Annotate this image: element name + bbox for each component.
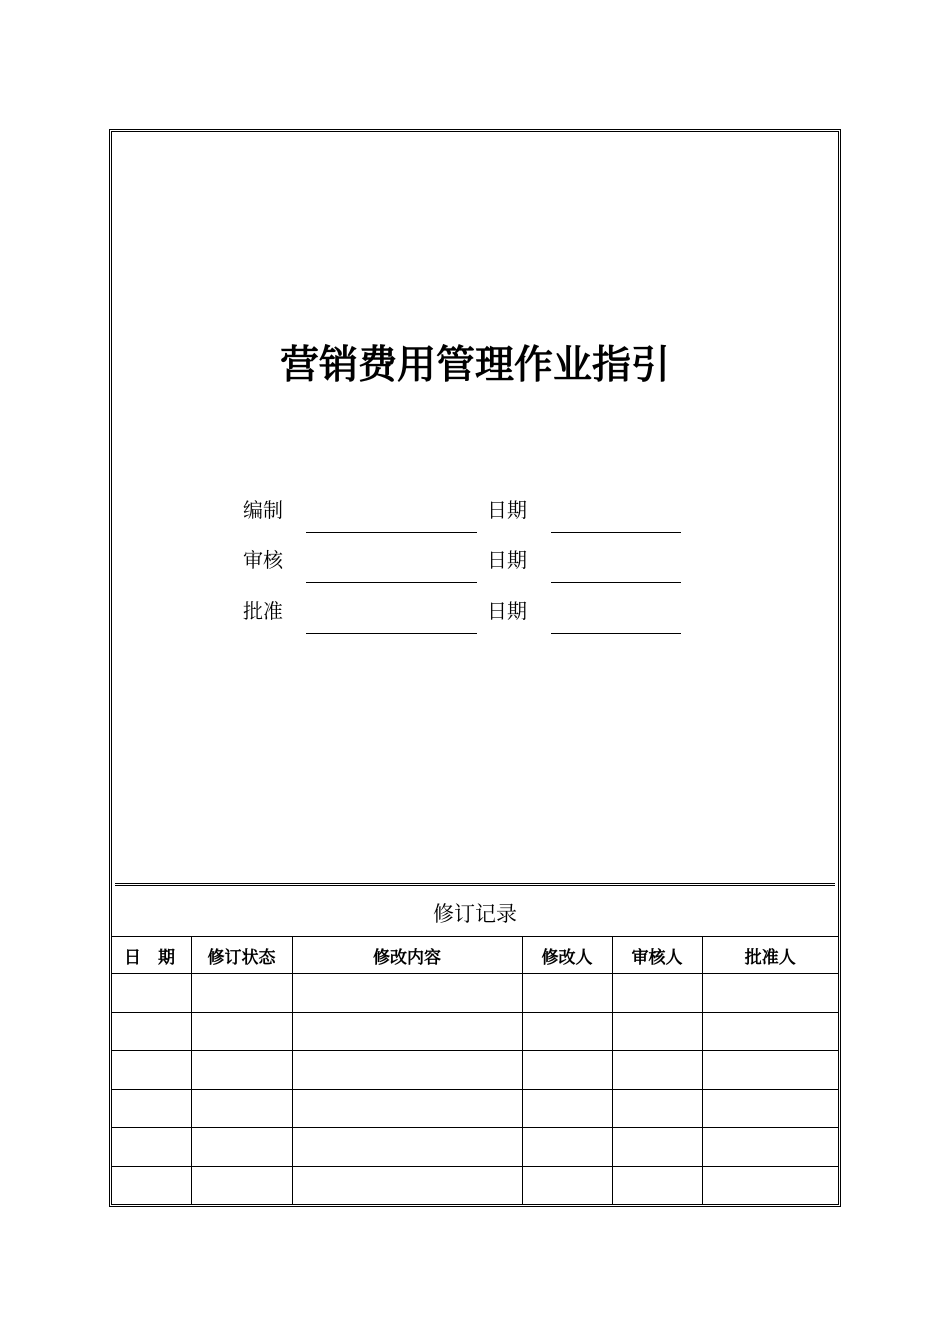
table-row bbox=[112, 974, 838, 1013]
cell-modifier[interactable] bbox=[522, 1128, 612, 1167]
cell-reviewer[interactable] bbox=[612, 1166, 702, 1205]
compile-signature-line[interactable] bbox=[306, 532, 477, 533]
cell-approver[interactable] bbox=[702, 1166, 838, 1205]
signature-row-review bbox=[112, 544, 838, 594]
cell-date[interactable] bbox=[112, 1012, 191, 1051]
header-date: 日 期 bbox=[112, 937, 191, 974]
cell-date[interactable] bbox=[112, 974, 191, 1013]
cell-reviewer[interactable] bbox=[612, 974, 702, 1013]
cell-reviewer[interactable] bbox=[612, 1128, 702, 1167]
cell-modifier[interactable] bbox=[522, 1051, 612, 1090]
cell-approver[interactable] bbox=[702, 1128, 838, 1167]
cell-date[interactable] bbox=[112, 1051, 191, 1090]
cell-revision-status[interactable] bbox=[191, 1012, 292, 1051]
cell-reviewer[interactable] bbox=[612, 1089, 702, 1128]
cell-change-content[interactable] bbox=[292, 1166, 522, 1205]
signature-row-compile bbox=[112, 494, 838, 544]
revision-record-title: 修订记录 bbox=[433, 902, 517, 926]
table-row bbox=[112, 1089, 838, 1128]
cell-date[interactable] bbox=[112, 1128, 191, 1167]
cell-revision-status[interactable] bbox=[191, 974, 292, 1013]
document-title: 营销费用管理作业指引 bbox=[279, 342, 670, 388]
section-divider bbox=[115, 883, 835, 886]
cell-revision-status[interactable] bbox=[191, 1166, 292, 1205]
cell-approver[interactable] bbox=[702, 1012, 838, 1051]
table-row bbox=[112, 1012, 838, 1051]
review-label: 审核 bbox=[243, 548, 283, 572]
table-row bbox=[112, 1051, 838, 1090]
cell-reviewer[interactable] bbox=[612, 1051, 702, 1090]
table-row bbox=[112, 1128, 838, 1167]
cell-revision-status[interactable] bbox=[191, 1051, 292, 1090]
cell-change-content[interactable] bbox=[292, 1051, 522, 1090]
cell-modifier[interactable] bbox=[522, 974, 612, 1013]
approve-date-line[interactable] bbox=[551, 633, 681, 634]
compile-label: 编制 bbox=[243, 498, 283, 522]
approve-signature-line[interactable] bbox=[306, 633, 477, 634]
cell-revision-status[interactable] bbox=[191, 1128, 292, 1167]
revision-table-header bbox=[112, 937, 838, 974]
header-change-content: 修改内容 bbox=[292, 937, 522, 974]
approve-date-label: 日期 bbox=[487, 599, 527, 623]
cell-modifier[interactable] bbox=[522, 1012, 612, 1051]
header-modifier: 修改人 bbox=[522, 937, 612, 974]
compile-date-label: 日期 bbox=[487, 498, 527, 522]
cell-date[interactable] bbox=[112, 1166, 191, 1205]
cell-approver[interactable] bbox=[702, 1089, 838, 1128]
table-row bbox=[112, 1166, 838, 1205]
header-approver: 批准人 bbox=[702, 937, 838, 974]
cell-change-content[interactable] bbox=[292, 1128, 522, 1167]
cell-reviewer[interactable] bbox=[612, 1012, 702, 1051]
header-revision-status: 修订状态 bbox=[191, 937, 292, 974]
approve-label: 批准 bbox=[243, 599, 283, 623]
review-signature-line[interactable] bbox=[306, 582, 477, 583]
cell-approver[interactable] bbox=[702, 1051, 838, 1090]
compile-date-line[interactable] bbox=[551, 532, 681, 533]
signature-row-approve bbox=[112, 595, 838, 645]
cell-approver[interactable] bbox=[702, 974, 838, 1013]
cell-change-content[interactable] bbox=[292, 974, 522, 1013]
review-date-line[interactable] bbox=[551, 582, 681, 583]
cell-change-content[interactable] bbox=[292, 1012, 522, 1051]
document-frame bbox=[109, 129, 841, 1207]
header-reviewer: 审核人 bbox=[612, 937, 702, 974]
cell-change-content[interactable] bbox=[292, 1089, 522, 1128]
cell-modifier[interactable] bbox=[522, 1166, 612, 1205]
cell-modifier[interactable] bbox=[522, 1089, 612, 1128]
cell-revision-status[interactable] bbox=[191, 1089, 292, 1128]
cell-date[interactable] bbox=[112, 1089, 191, 1128]
revision-table bbox=[112, 936, 838, 1205]
review-date-label: 日期 bbox=[487, 548, 527, 572]
